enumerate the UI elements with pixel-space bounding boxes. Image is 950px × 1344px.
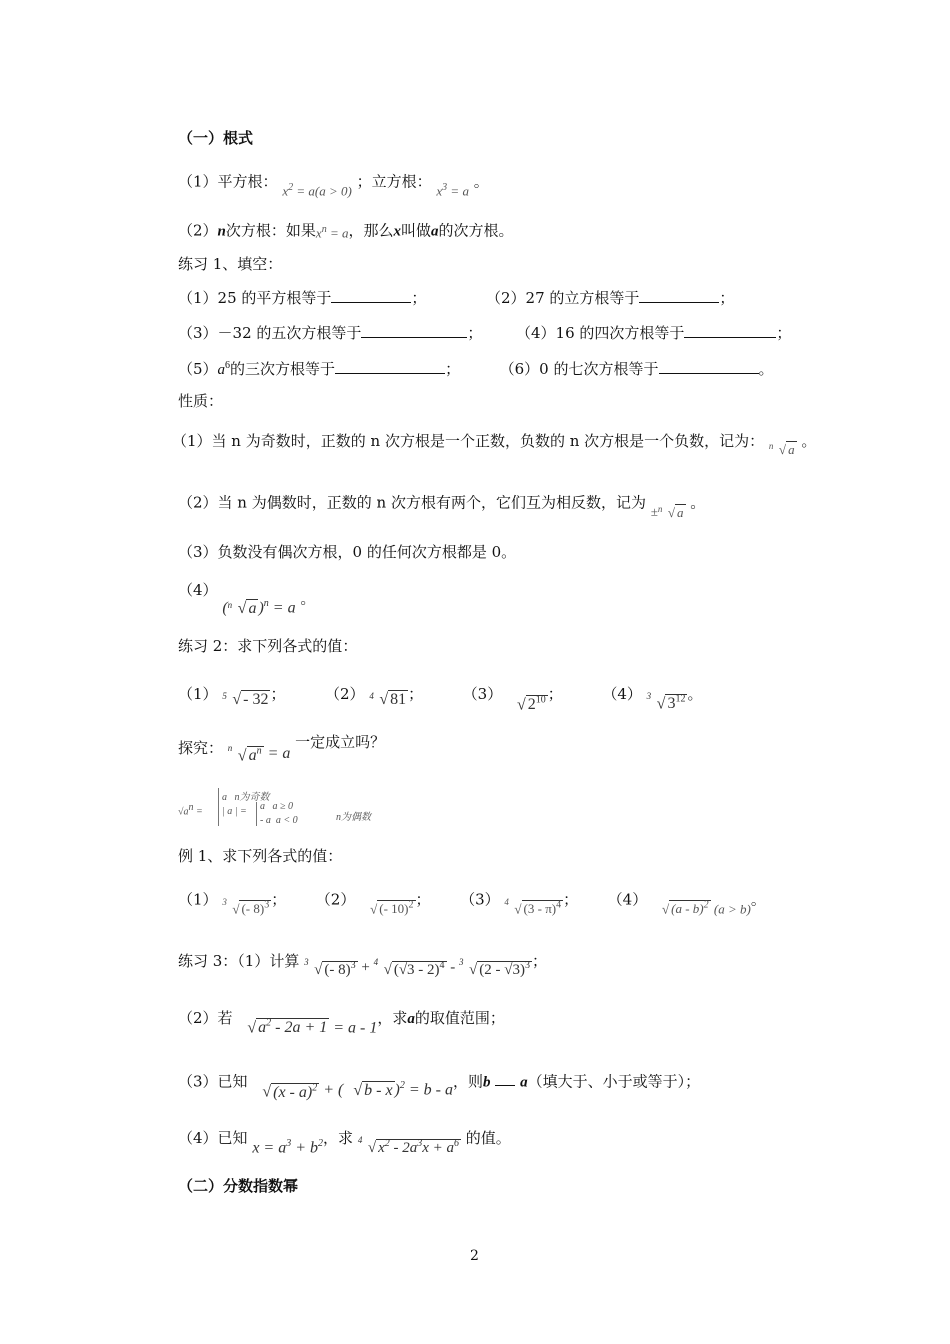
explore-question: 探究： n √ $a^n = a$ 一定成立吗？ [178, 733, 386, 765]
exercise3-q4: （4）已知 $x = a^3 + b^2$，求 4 √ $x^2 - 2a^3x + a^6$ 的值。 [178, 1129, 511, 1157]
answer-blank[interactable] [684, 323, 776, 338]
formula-square-root: $x^2 = a(a > 0)$ [282, 182, 352, 199]
exercise1-row3: $(5)a^6$的三次方根等于 ； （6）0 的七次方根等于 。 [178, 360, 774, 378]
exercise2-items: （1） 5 √ - 32 ； （2） 4 √ 81 ； （3） √ $2^{10}$ ； （4） 3 √ $3^{12}$ 。 [178, 685, 703, 714]
exercise3-q1: 练习 3：（1）计算 3 √ (- 8)$^3$ + 4 √ (√3 - 2)$^4$ - 3 √ (2 - √3)$^3$ ； [178, 952, 548, 978]
formula-sqrt-sum: √ (x - a)$^2$ + ( √ b - x )$^2$ = b - a [262, 1080, 453, 1101]
exercise1-row1: （1）25 的平方根等于 ； （2）27 的立方根等于 ； [178, 289, 735, 307]
answer-blank[interactable] [659, 359, 759, 374]
answer-blank[interactable] [331, 288, 411, 303]
property-power-root: （4） ( n √ a )$^n$ = a 。 [178, 581, 316, 617]
formula-nth-power: $x^n = a$ [315, 224, 349, 241]
exercise1-row2: （3）－32 的五次方根等于 ； （4）16 的四次方根等于 ； [178, 324, 792, 342]
def-square-cube-root: （1）平方根： $x^2 = a(a > 0)$ ；立方根： $x^3 = a$ 。 [178, 164, 489, 201]
section-title-radicals: （一）根式 [178, 129, 254, 147]
formula-cube-root-3-pow-12: 3 √ $3^{12}$ [646, 691, 686, 713]
formula-x-equals: $x = a^3 + b^2$ [252, 1138, 324, 1157]
answer-blank[interactable] [361, 323, 467, 338]
property-negative-even: （3）负数没有偶次方根，0 的任何次方根都是 0。 [178, 543, 517, 561]
example1-items: （1） 3 √ (- 8)$^3$ ； （2） √ (- 10)$^2$ ； （3） 4 √ (3 - π)$^4$ ； （4） √ (a - b)$^2$ (a > b)。 [178, 882, 766, 919]
exercise3-q3: （3）已知 √ (x - a)$^2$ + ( √ b - x )$^2$ = b - a，则b a（填大于、小于或等于）； [178, 1072, 701, 1101]
answer-blank[interactable] [495, 1071, 515, 1086]
formula-4th-root-expression: 4 √ $x^2 - 2a^3x + a^6$ [357, 1135, 460, 1157]
property-even-root: （2）当 n 为偶数时，正数的 n 次方根有两个，它们互为相反数，记为 ± n √ a 。 [178, 484, 705, 523]
section-title-fractional-exponent: （二）分数指数幂 [178, 1177, 299, 1195]
formula-cube-root: $x^3 = a$ [436, 182, 469, 199]
formula-sqrt-a-minus-b-squared: √ (a - b)$^2$ (a > b) [661, 900, 751, 917]
formula-nth-root-a-pow-n: n √ $a^n = a$ [227, 743, 291, 765]
formula-5th-root-neg32: 5 √ - 32 [222, 691, 269, 709]
answer-blank[interactable] [335, 359, 445, 374]
formula-4th-root-81: 4 √ 81 [369, 691, 407, 709]
formula-sqrt-2-pow-10: √ $2^{10}$ [517, 695, 546, 714]
formula-sqrt-neg10-squared: √ (- 10)$^2$ [370, 900, 414, 917]
answer-blank[interactable] [639, 288, 719, 303]
formula-nth-root-a: n √ a [768, 441, 795, 457]
properties-title: 性质： [178, 392, 224, 410]
property-odd-root: （1）当 n 为奇数时，正数的 n 次方根是一个正数，负数的 n 次方根是一个负数，记为： n √ a 。 [172, 424, 816, 460]
example1-title: 例 1、求下列各式的值： [178, 847, 343, 865]
formula-ex3-compute: 3 √ (- 8)$^3$ + 4 √ (√3 - 2)$^4$ - 3 √ (2 - √3)$^3$ [304, 957, 530, 978]
formula-cube-root-neg8-cubed: 3 √ (- 8)$^3$ [222, 897, 270, 917]
page-number: 2 [470, 1248, 479, 1264]
exercise3-q2: （2）若 √ $a^2 - 2a + 1 = a - 1$，求a的取值范围； [178, 1009, 505, 1037]
exercise2-title: 练习 2：求下列各式的值： [178, 637, 358, 655]
exercise1-title: 练习 1、填空： [178, 255, 283, 273]
formula-4th-root-3-minus-pi: 4 √ (3 - π)$^4$ [504, 897, 562, 917]
formula-plus-minus-nth-root: ± n √ a [650, 504, 684, 521]
def-nth-root: （2）n次方根：如果$x^n = a$，那么x叫做a的次方根。 [178, 220, 514, 243]
formula-sqrt-quadratic: √ $a^2 - 2a + 1 = a - 1$ [247, 1018, 378, 1037]
formula-root-power: ( n √ a )$^n$ = a [222, 598, 296, 617]
